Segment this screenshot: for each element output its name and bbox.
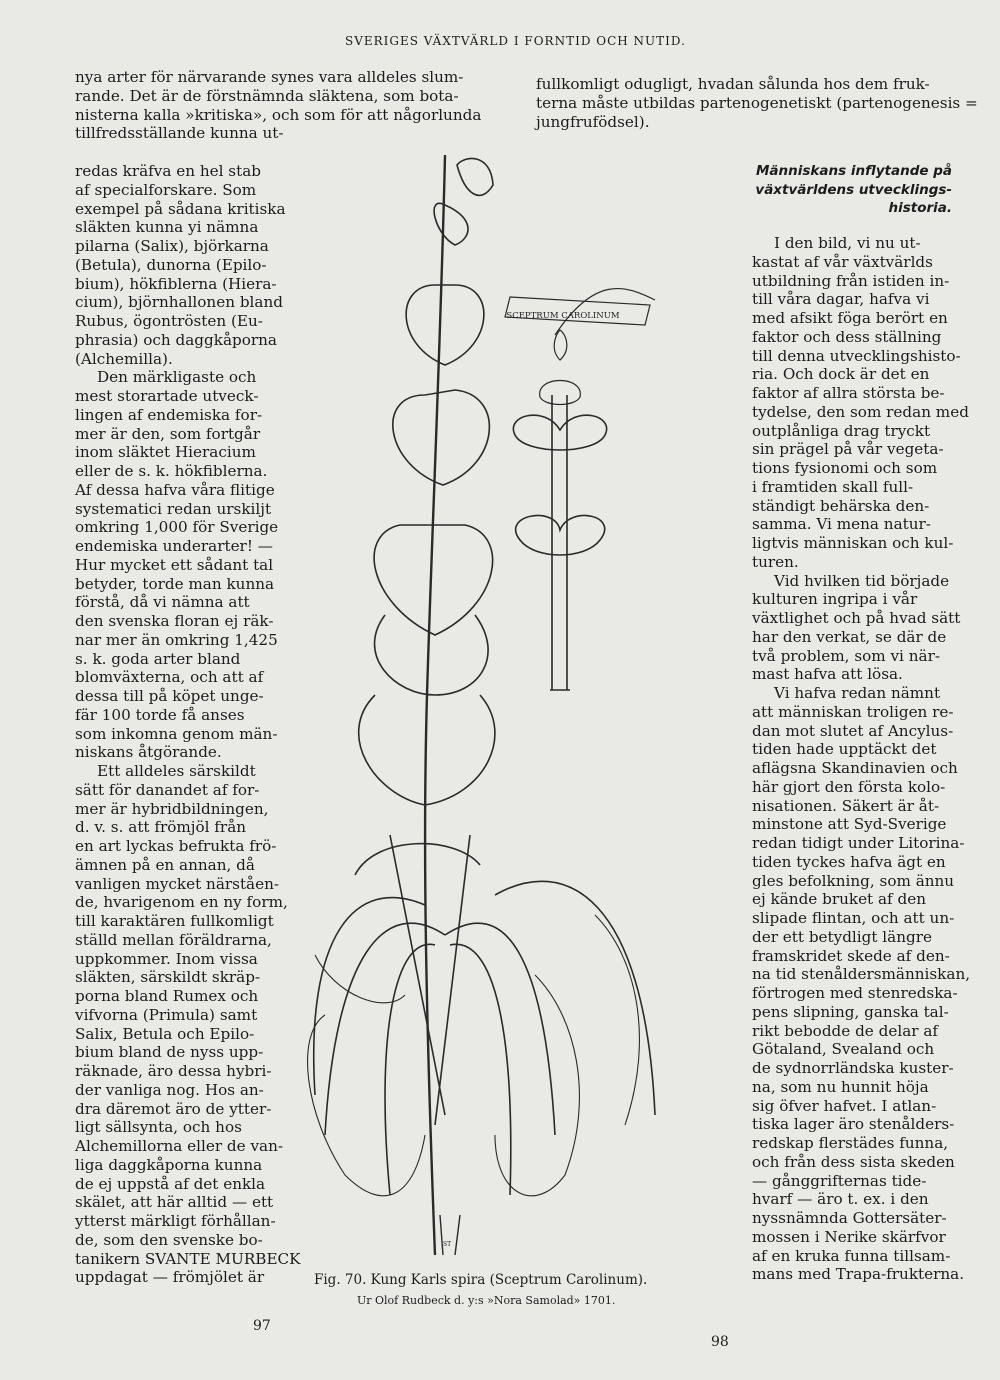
text-line: redan tidigt under Litorina- — [752, 834, 965, 852]
text-line: phrasia) och daggkåporna — [75, 330, 277, 349]
plant-illustration — [295, 135, 695, 1265]
text-line: niskans åtgörande. — [75, 743, 222, 762]
text-line: turen. — [752, 552, 799, 571]
text-line: nya arter för närvarande synes vara alldeles slum- — [75, 68, 464, 86]
text-line: Rubus, ögontrösten (Eu- — [75, 312, 263, 330]
text-line: tions fysionomi och som — [752, 459, 938, 477]
text-line: mans med Trapa-frukterna. — [752, 1265, 965, 1284]
text-line: dra däremot äro de ytter- — [75, 1099, 272, 1118]
text-line: Hur mycket ett sådant tal — [75, 555, 274, 574]
text-line: uppkommer. Inom vissa — [75, 949, 258, 968]
text-line: Vid hvilken tid började — [774, 571, 950, 590]
text-line: blomväxterna, och att af — [75, 668, 264, 687]
text-line: ämnen på en annan, då — [75, 855, 255, 874]
text-line: nisationen. Säkert är åt- — [752, 796, 940, 815]
text-line: pens slipning, ganska tal- — [752, 1002, 949, 1021]
heading-line: historia. — [888, 200, 952, 216]
text-line: kastat af vår växtvärlds — [752, 252, 933, 271]
text-line: rande. Det är de förstnämnda släktena, som bota- — [75, 86, 459, 105]
text-line: aflägsna Skandinavien och — [752, 759, 958, 777]
text-line: ria. Och dock är det en — [752, 365, 930, 384]
text-line: framskridet skede af den- — [752, 946, 950, 965]
text-line: omkring 1,000 för Sverige — [75, 518, 279, 537]
heading-line: växtvärldens utvecklings- — [755, 181, 952, 198]
heading-line: Människans inflytande på — [756, 163, 952, 179]
text-line: na tid stenåldersmänniskan, — [752, 965, 971, 984]
text-line: förstå, då vi nämna att — [75, 593, 250, 612]
text-line: ytterst märkligt förhållan- — [75, 1212, 276, 1230]
text-line: uppdagat — frömjölet är — [75, 1268, 265, 1287]
text-line: ställd mellan föräldrarna, — [75, 930, 272, 949]
text-line: mest storartade utveck- — [75, 387, 259, 405]
text-line: tydelse, den som redan med — [752, 402, 969, 421]
text-line: mer är den, som fortgår — [75, 424, 261, 443]
sceptrum-carolinum-drawing — [295, 135, 695, 1265]
text-line: na, som nu hunnit höja — [752, 1077, 929, 1096]
text-line: Af dessa hafva våra flitige — [75, 480, 275, 499]
text-line: der vanliga nog. Hos an- — [75, 1080, 264, 1099]
text-line: två problem, som vi när- — [752, 646, 940, 665]
text-line: de, som den svenske bo- — [75, 1230, 263, 1249]
text-line: terna måste utbildas partenogenetiskt (partenogenesis = — [536, 93, 978, 112]
page-number-left: 97 — [253, 1318, 271, 1334]
text-line: Salix, Betula och Epilo- — [75, 1024, 255, 1043]
text-line: ligt sällsynta, och hos — [75, 1118, 242, 1137]
text-line: redskap flerstädes funna, — [752, 1134, 949, 1152]
text-line: exempel på sådana kritiska — [75, 199, 286, 218]
left-page-column — [75, 162, 300, 1287]
left-page-opening-paragraph — [75, 68, 525, 143]
text-line: räknade, äro dessa hybri- — [75, 1062, 272, 1080]
text-line: outplånliga drag tryckt — [752, 421, 931, 440]
text-line: Vi hafva redan nämnt — [774, 684, 941, 702]
right-page-column — [752, 234, 971, 1284]
section-heading — [752, 162, 952, 218]
text-line: tiska lager äro stenålders- — [752, 1115, 955, 1134]
text-line: minstone att Syd-Sverige — [752, 815, 947, 834]
text-line: de sydnorrländska kuster- — [752, 1059, 954, 1077]
text-line: endemiska underarter! — — [75, 537, 273, 555]
text-line: till våra dagar, hafva vi — [752, 290, 930, 309]
text-line: till karaktären fullkomligt — [75, 912, 274, 930]
text-line: fullkomligt odugligt, hvadan sålunda hos dem fruk- — [536, 75, 930, 93]
text-line: växtlighet och på hvad sätt — [752, 609, 961, 627]
text-line: faktor af allra största be- — [752, 384, 945, 402]
text-line: har den verkat, se där de — [752, 627, 947, 646]
text-line: utbildning från istiden in- — [752, 271, 950, 290]
text-line: lingen af endemiska for- — [75, 405, 263, 424]
page-number-right: 98 — [711, 1334, 729, 1350]
text-line: af en kruka funna tillsam- — [752, 1246, 951, 1265]
text-line: att människan troligen re- — [752, 702, 954, 721]
text-line: släkten kunna yi nämna — [75, 218, 259, 237]
text-line: sätt för danandet af for- — [75, 780, 260, 799]
text-line: med afsikt föga berört en — [752, 309, 948, 327]
text-line: ständigt behärska den- — [752, 496, 930, 515]
text-line: fär 100 torde få anses — [75, 705, 245, 724]
text-line: Ett alldeles särskildt — [97, 762, 256, 780]
text-line: I den bild, vi nu ut- — [774, 234, 921, 252]
text-line: bium), hökfiblerna (Hiera- — [75, 274, 277, 293]
text-line: systematici redan urskiljt — [75, 499, 272, 518]
text-line: s. k. goda arter bland — [75, 649, 241, 668]
text-line: släkten, särskildt skräp- — [75, 968, 261, 987]
text-line: i framtiden skall full- — [752, 477, 914, 496]
engraver-signature: ST — [443, 1241, 452, 1248]
text-line: ligtvis människan och kul- — [752, 534, 954, 552]
text-line: de ej uppstå af det enkla — [75, 1174, 266, 1193]
text-line: vifvorna (Primula) samt — [75, 1005, 258, 1024]
text-line: tiden tyckes hafva ägt en — [752, 852, 946, 871]
figure-caption: Fig. 70. Kung Karls spira (Sceptrum Carolinum). — [314, 1272, 648, 1288]
text-line: Den märkligaste och — [97, 368, 257, 387]
running-header: SVERIGES VÄXTVÄRLD I FORNTID OCH NUTID. — [345, 34, 686, 48]
text-line: dan mot slutet af Ancylus- — [752, 721, 954, 740]
text-line: eller de s. k. hökfiblerna. — [75, 462, 268, 480]
text-line: faktor och dess ställning — [752, 327, 942, 346]
text-line: tillfredsställande kunna ut- — [75, 124, 284, 143]
text-line: der ett betydligt längre — [752, 927, 932, 946]
text-line: (Alchemilla). — [75, 349, 173, 368]
text-line: Götaland, Svealand och — [752, 1040, 935, 1059]
text-line: (Betula), dunorna (Epilo- — [75, 255, 267, 274]
text-line: nyssnämnda Gottersäter- — [752, 1209, 947, 1227]
text-line: mast hafva att lösa. — [752, 665, 903, 684]
text-line: redas kräfva en hel stab — [75, 162, 261, 180]
text-line: kulturen ingripa i vår — [752, 590, 918, 609]
text-line: dessa till på köpet unge- — [75, 687, 264, 705]
text-line: till denna utvecklingshisto- — [752, 346, 961, 365]
text-line: inom släktet Hieracium — [75, 443, 256, 462]
text-line: samma. Vi mena natur- — [752, 515, 931, 534]
right-page-opening-paragraph — [536, 75, 978, 131]
text-line: här gjort den första kolo- — [752, 777, 946, 796]
text-line: en art lyckas befrukta frö- — [75, 837, 277, 855]
text-line: cium), björnhallonen bland — [75, 293, 283, 312]
text-line: rikt bebodde de delar af — [752, 1021, 939, 1040]
text-line: den svenska floran ej räk- — [75, 612, 274, 630]
text-line: gles befolkning, som ännu — [752, 871, 955, 890]
text-line: — gånggrifternas tide- — [752, 1171, 927, 1190]
text-line: sig öfver hafvet. I atlan- — [752, 1096, 937, 1115]
text-line: porna bland Rumex och — [75, 987, 259, 1005]
text-line: pilarna (Salix), björkarna — [75, 237, 269, 255]
text-line: mossen i Nerike skärfvor — [752, 1227, 946, 1246]
text-line: tanikern SVANTE MURBECK — [75, 1249, 301, 1268]
text-line: vanligen mycket närståen- — [75, 874, 280, 893]
text-line: bium bland de nyss upp- — [75, 1043, 264, 1062]
text-line: slipade flintan, och att un- — [752, 909, 955, 927]
text-line: sin prägel på vår vegeta- — [752, 440, 944, 459]
text-line: d. v. s. att frömjöl från — [75, 818, 247, 837]
text-line: nisterna kalla »kritiska», och som för att någorlunda — [75, 105, 482, 124]
text-line: och från dess sista skeden — [752, 1152, 955, 1171]
text-line: skälet, att här alltid — ett — [75, 1193, 274, 1212]
text-line: som inkomna genom män- — [75, 724, 278, 743]
text-line: betyder, torde man kunna — [75, 574, 275, 593]
text-line: de, hvarigenom en ny form, — [75, 893, 288, 912]
figure-credit: Ur Olof Rudbeck d. y:s »Nora Samolad» 1701. — [357, 1294, 616, 1307]
text-line: förtrogen med stenredska- — [752, 984, 958, 1002]
text-line: jungfrufödsel). — [536, 112, 650, 131]
text-line: ej kände bruket af den — [752, 890, 926, 909]
banner-text: SCEPTRUM CAROLINUM — [506, 311, 620, 321]
text-line: nar mer än omkring 1,425 — [75, 630, 278, 649]
text-line: hvarf — äro t. ex. i den — [752, 1190, 929, 1209]
text-line: af specialforskare. Som — [75, 180, 257, 199]
text-line: mer är hybridbildningen, — [75, 799, 269, 818]
text-line: tiden hade upptäckt det — [752, 740, 937, 759]
text-line: liga daggkåporna kunna — [75, 1155, 263, 1174]
text-line: Alchemillorna eller de van- — [75, 1137, 284, 1155]
